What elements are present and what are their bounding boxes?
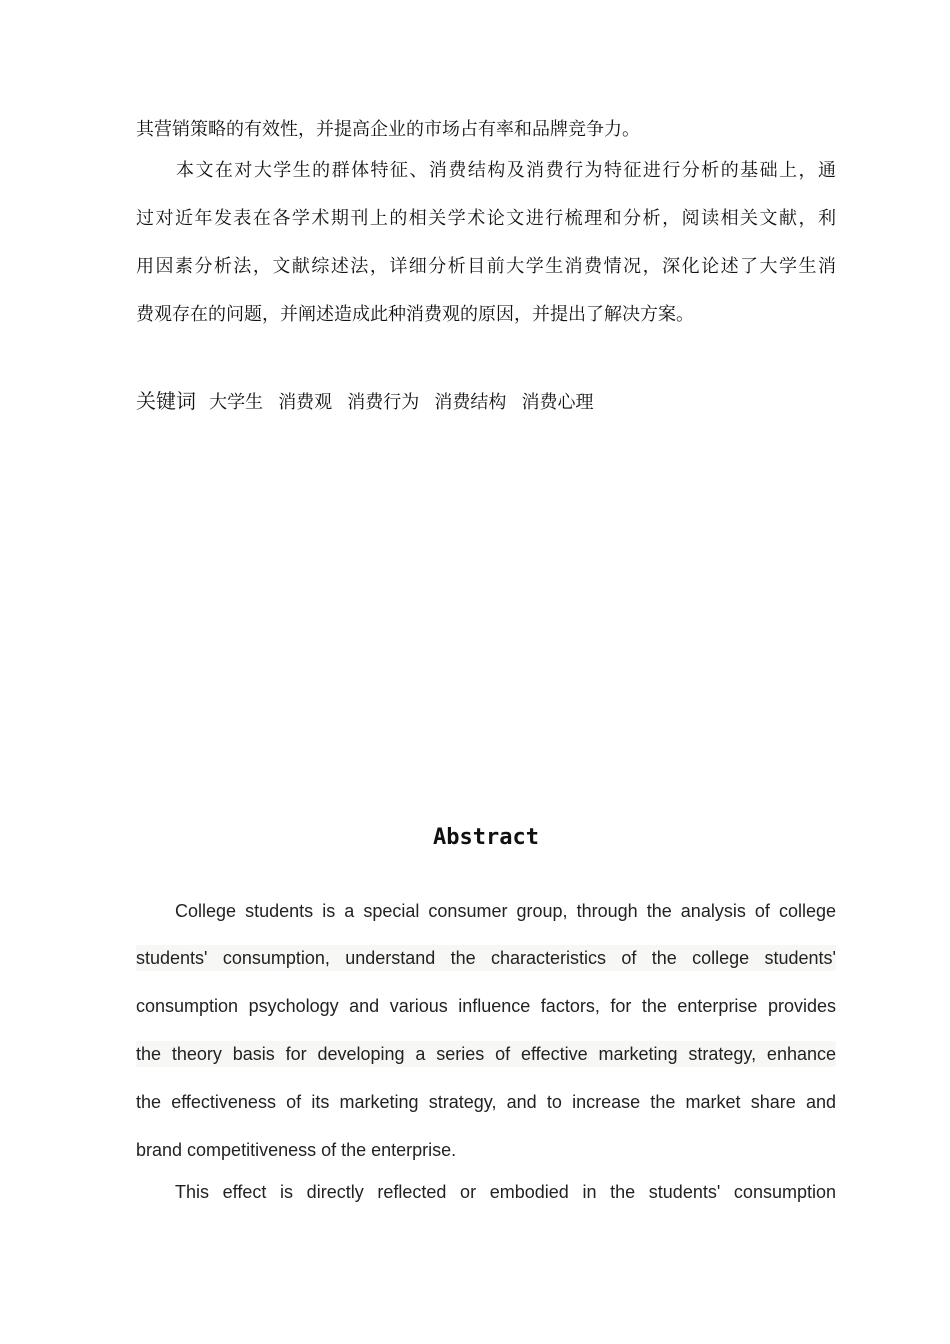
abstract-line: the effectiveness of its marketing strategy, and to increase the market share and [136, 1092, 836, 1112]
keywords-row [136, 385, 603, 414]
abstract-line: consumption psychology and various influence factors, for the enterprise provides [136, 996, 836, 1016]
cn-paragraph-line: 其营销策略的有效性，并提高企业的市场占有率和品牌竞争力。 [136, 119, 640, 140]
keyword-item: 大学生 [209, 392, 264, 413]
keyword-item: 消费行为 [347, 392, 420, 413]
abstract-line: College students is a special consumer group, through the analysis of college [175, 901, 836, 921]
abstract-line: brand competitiveness of the enterprise. [136, 1140, 457, 1160]
cn-paragraph-line: 本文在对大学生的群体特征、消费结构及消费行为特征进行分析的基础上，通 [176, 160, 836, 181]
keyword-item: 消费心理 [521, 392, 594, 413]
abstract-title: Abstract [433, 825, 539, 850]
cn-paragraph-line: 过对近年发表在各学术期刊上的相关学术论文进行梳理和分析，阅读相关文献，利 [136, 208, 836, 229]
keyword-item: 消费结构 [434, 392, 507, 413]
cn-paragraph-line: 费观存在的问题，并阐述造成此种消费观的原因，并提出了解决方案。 [136, 304, 694, 325]
abstract-line: students' consumption, understand the characteristics of the college students' [136, 945, 836, 971]
keyword-item: 消费观 [278, 392, 333, 413]
abstract-line: the theory basis for developing a series of effective marketing strategy, enhance [136, 1041, 836, 1067]
abstract-line: This effect is directly reflected or embodied in the students' consumption [175, 1182, 836, 1202]
keywords-label: 关键词 [136, 389, 196, 413]
cn-paragraph-line: 用因素分析法，文献综述法，详细分析目前大学生消费情况，深化论述了大学生消 [136, 256, 836, 277]
